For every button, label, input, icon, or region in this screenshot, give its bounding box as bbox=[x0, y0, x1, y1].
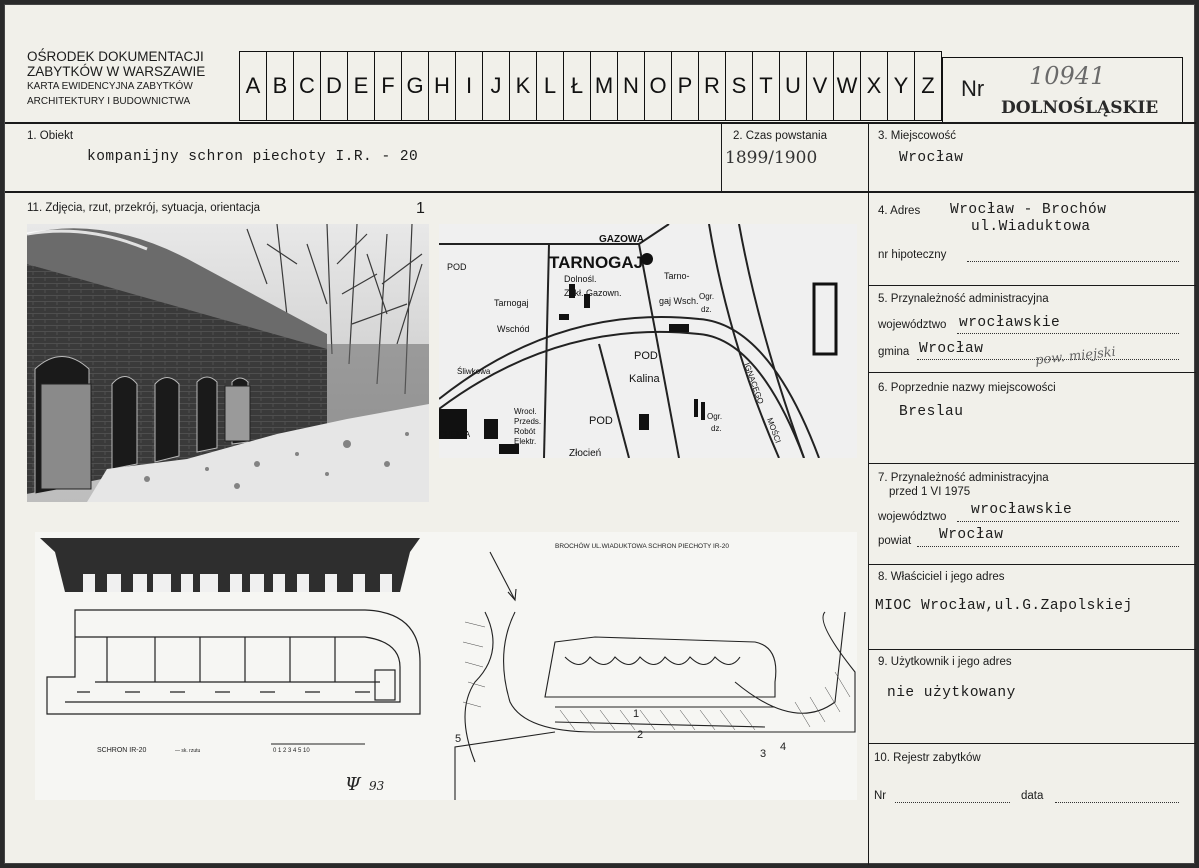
map-label: Ogr. bbox=[707, 412, 723, 421]
marker-4: 4 bbox=[780, 741, 787, 753]
field-5-gmina-label: gmina bbox=[878, 346, 910, 358]
drawing-title: BROCHÓW UL.WIADUKTOWA SCHRON PIECHOTY IR-20 bbox=[555, 543, 729, 550]
letter-cell: R bbox=[699, 52, 726, 120]
institution-line2: ZABYTKÓW W WARSZAWIE bbox=[27, 64, 206, 79]
field-7-woj-value: wrocławskie bbox=[971, 502, 1073, 518]
map-label: Robót bbox=[514, 427, 536, 436]
map-label: IGNACEGO bbox=[742, 361, 766, 406]
letter-cell: Y bbox=[888, 52, 915, 120]
letter-cell: J bbox=[483, 52, 510, 120]
map-label: Ogr. bbox=[699, 292, 715, 301]
field-3-value: Wrocław bbox=[899, 150, 964, 166]
nr-number: 10941 bbox=[1029, 62, 1106, 90]
map-label: Wschód bbox=[497, 324, 530, 334]
letter-cell: A bbox=[240, 52, 267, 120]
map-label: CHEMIA bbox=[439, 430, 471, 439]
field-7-powiat-label: powiat bbox=[878, 535, 912, 547]
field-7-label: 7. Przynależność administracyjna bbox=[878, 472, 1049, 484]
map-label: gaj Wsch. bbox=[659, 296, 699, 306]
institution-block bbox=[27, 49, 205, 109]
letter-cell: E bbox=[348, 52, 375, 120]
institution-line4: ARCHITEKTURY I BUDOWNICTWA bbox=[27, 96, 191, 107]
letter-cell: U bbox=[780, 52, 807, 120]
letter-cell: F bbox=[375, 52, 402, 120]
map-label: Złocień bbox=[569, 448, 602, 458]
letter-cell: B bbox=[267, 52, 294, 120]
letter-cell: V bbox=[807, 52, 834, 120]
field-2-label: 2. Czas powstania bbox=[733, 130, 827, 142]
hipoteczny-line bbox=[967, 261, 1179, 262]
map-label: POD bbox=[447, 262, 467, 272]
architectural-drawings bbox=[35, 532, 857, 800]
letter-cell: G bbox=[402, 52, 429, 120]
field-4-label: 4. Adres bbox=[878, 205, 921, 217]
field-10-nr-line bbox=[895, 802, 1010, 803]
marker-5: 5 bbox=[455, 733, 462, 745]
field-5-gmina-note: pow. miejski bbox=[1034, 344, 1117, 369]
field-10-nr-label: Nr bbox=[874, 790, 887, 802]
map-label: POD bbox=[634, 350, 658, 362]
map-label: POD bbox=[589, 415, 613, 427]
record-card bbox=[4, 4, 1195, 864]
drawing-scale-note: — sk. rzutu bbox=[175, 748, 201, 754]
institution-line1: OŚRODEK DOKUMENTACJI bbox=[27, 49, 204, 64]
map-label: Śliwkowa bbox=[457, 367, 491, 376]
location-map bbox=[439, 224, 857, 458]
letter-cell: K bbox=[510, 52, 537, 120]
field-3-label: 3. Miejscowość bbox=[878, 130, 956, 142]
field-7-woj-label: województwo bbox=[878, 511, 947, 523]
map-label: Tarno- bbox=[664, 271, 690, 281]
field-5-woj-value: wrocławskie bbox=[959, 315, 1061, 331]
field-10-label: 10. Rejestr zabytków bbox=[874, 752, 981, 764]
map-label: Tarnogaj bbox=[494, 298, 529, 308]
field-4-line2: ul.Wiaduktowa bbox=[971, 219, 1091, 235]
map-label: Elektr. bbox=[514, 437, 537, 446]
letter-cell: M bbox=[591, 52, 618, 120]
bunker-photo bbox=[27, 224, 429, 502]
letter-cell: L bbox=[537, 52, 564, 120]
region-stamp: DOLNOŚLĄSKIE bbox=[1001, 98, 1159, 118]
letter-cell: P bbox=[672, 52, 699, 120]
marker-1: 1 bbox=[633, 708, 640, 720]
field-6-label: 6. Poprzednie nazwy miejscowości bbox=[878, 382, 1056, 394]
field-9-label: 9. Użytkownik i jego adres bbox=[878, 656, 1012, 668]
field-11-number: 1 bbox=[416, 200, 425, 217]
institution-line3: KARTA EWIDENCYJNA ZABYTKÓW bbox=[27, 81, 193, 92]
letter-cell: C bbox=[294, 52, 321, 120]
field-1-label: 1. Obiekt bbox=[27, 130, 74, 142]
field-4-line1: Wrocław - Brochów bbox=[950, 202, 1107, 218]
letter-cell: S bbox=[726, 52, 753, 120]
letter-cell: I bbox=[456, 52, 483, 120]
field-6-value: Breslau bbox=[899, 404, 964, 420]
map-label: Zakł. Gazown. bbox=[564, 288, 622, 298]
field-8-value: MIOC Wrocław,ul.G.Zapolskiej bbox=[875, 598, 1133, 614]
letter-cell: N bbox=[618, 52, 645, 120]
letter-cell: Ł bbox=[564, 52, 591, 120]
marker-3: 3 bbox=[760, 748, 767, 760]
field-2-value: 1899/1900 bbox=[725, 148, 818, 168]
map-label-tarnogaj: TARNOGAJ bbox=[549, 253, 644, 272]
drawing-scale: 0 1 2 3 4 5 10 bbox=[273, 748, 310, 754]
letter-cell: D bbox=[321, 52, 348, 120]
nr-box bbox=[942, 57, 1183, 124]
map-label: Przeds. bbox=[514, 417, 542, 426]
field-5-gmina-value: Wrocław bbox=[919, 341, 984, 357]
letter-cell: W bbox=[834, 52, 861, 120]
map-label-gazowa: GAZOWA bbox=[599, 234, 644, 245]
letter-cell: H bbox=[429, 52, 456, 120]
letter-index bbox=[239, 51, 942, 121]
map-label: Kalina bbox=[629, 373, 660, 385]
letter-cell: Z bbox=[921, 73, 935, 98]
field-1-value: kompanijny schron piechoty I.R. - 20 bbox=[87, 149, 419, 165]
field-10-data-line bbox=[1055, 802, 1179, 803]
field-9-value: nie użytkowany bbox=[887, 685, 1016, 701]
letter-cell: T bbox=[753, 52, 780, 120]
map-label: MOŚCI bbox=[765, 416, 783, 445]
field-7-powiat-value: Wrocław bbox=[939, 527, 1004, 543]
field-5-label: 5. Przynależność administracyjna bbox=[878, 293, 1049, 305]
nr-label: Nr bbox=[961, 76, 985, 101]
letter-cell: O bbox=[645, 52, 672, 120]
field-5-woj-label: województwo bbox=[878, 319, 947, 331]
field-11-label: 11. Zdjęcia, rzut, przekrój, sytuacja, orientacja bbox=[27, 202, 261, 214]
marker-2: 2 bbox=[637, 729, 644, 741]
map-label: dz. bbox=[711, 424, 722, 433]
drawing-caption: SCHRON IR-20 bbox=[97, 747, 147, 754]
field-10-data-label: data bbox=[1021, 790, 1044, 802]
field-7-label2: przed 1 VI 1975 bbox=[889, 486, 971, 498]
map-label: Dolnośl. bbox=[564, 274, 597, 284]
map-label: dz. bbox=[701, 305, 712, 314]
hipoteczny-label: nr hipoteczny bbox=[878, 249, 947, 261]
field-8-label: 8. Właściciel i jego adres bbox=[878, 571, 1005, 583]
drawing-signature: 93 bbox=[369, 779, 385, 793]
map-label: Wrocł. bbox=[514, 407, 537, 416]
drawing-signature-mark: Ψ bbox=[345, 774, 361, 795]
letter-cell: X bbox=[861, 52, 888, 120]
